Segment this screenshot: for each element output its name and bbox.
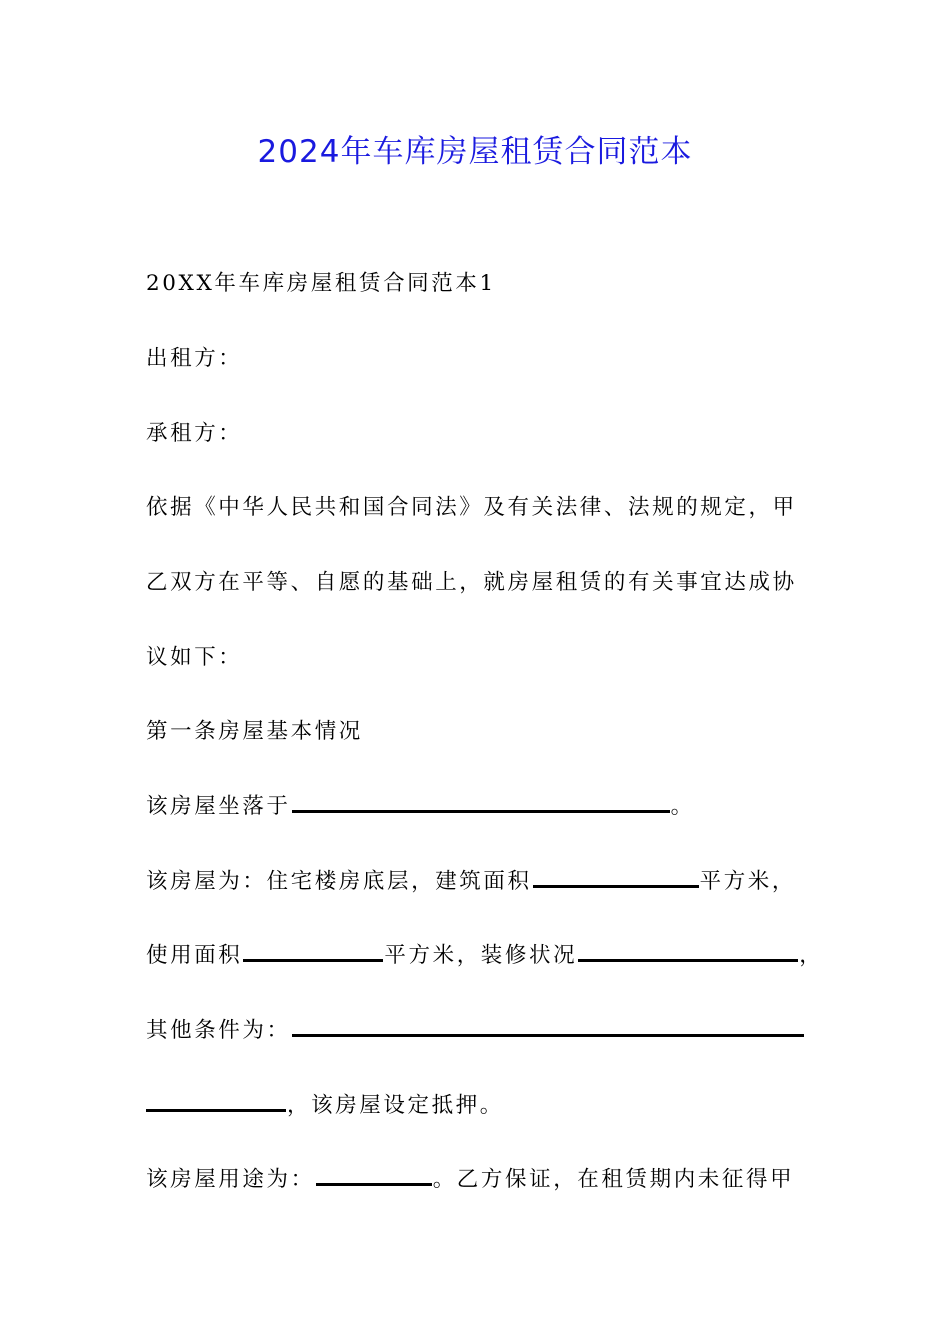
house-type-line	[146, 866, 796, 898]
basis-paragraph-line-2: 乙双方在平等、自愿的基础上，就房屋租赁的有关事宜达成协	[146, 570, 797, 595]
house-use-suffix: 。乙方保证，在租赁期内未征得甲	[432, 1167, 795, 1192]
usable-area-suffix: ，	[799, 943, 824, 968]
usable-area-blank[interactable]	[243, 941, 383, 962]
document-title: 2024年车库房屋租赁合同范本	[257, 134, 693, 170]
usable-area-label: 使用面积	[146, 943, 243, 968]
location-suffix: 。	[670, 794, 695, 819]
other-conditions-blank[interactable]	[292, 1016, 804, 1037]
location-label: 该房屋坐落于	[146, 794, 291, 819]
house-use-label: 该房屋用途为：	[146, 1167, 315, 1192]
house-use-line	[146, 1164, 794, 1196]
mortgage-line	[146, 1090, 504, 1122]
location-blank[interactable]	[292, 792, 670, 813]
location-line	[146, 791, 695, 823]
article-1-heading: 第一条房屋基本情况	[146, 719, 363, 744]
house-type-label: 该房屋为：住宅楼房底层，建筑面积	[146, 869, 532, 894]
decoration-blank[interactable]	[578, 941, 798, 962]
building-area-blank[interactable]	[533, 867, 699, 888]
other-conditions-label: 其他条件为：	[146, 1018, 291, 1043]
usable-area-line	[146, 940, 823, 972]
building-area-unit: 平方米，	[699, 869, 797, 894]
mortgage-text: ，该房屋设定抵押。	[287, 1093, 504, 1118]
other-conditions-blank-continued[interactable]	[146, 1091, 286, 1112]
other-conditions-line	[146, 1015, 805, 1047]
house-use-blank[interactable]	[316, 1165, 432, 1186]
lessee-line: 承租方：	[146, 421, 243, 446]
contract-heading: 20XX年车库房屋租赁合同范本1	[146, 271, 496, 296]
basis-paragraph-line-3: 议如下：	[146, 645, 243, 670]
lessor-line: 出租方：	[146, 346, 243, 371]
decoration-label: 平方米，装修状况	[384, 943, 578, 968]
basis-paragraph-line-1: 依据《中华人民共和国合同法》及有关法律、法规的规定，甲	[146, 495, 797, 520]
